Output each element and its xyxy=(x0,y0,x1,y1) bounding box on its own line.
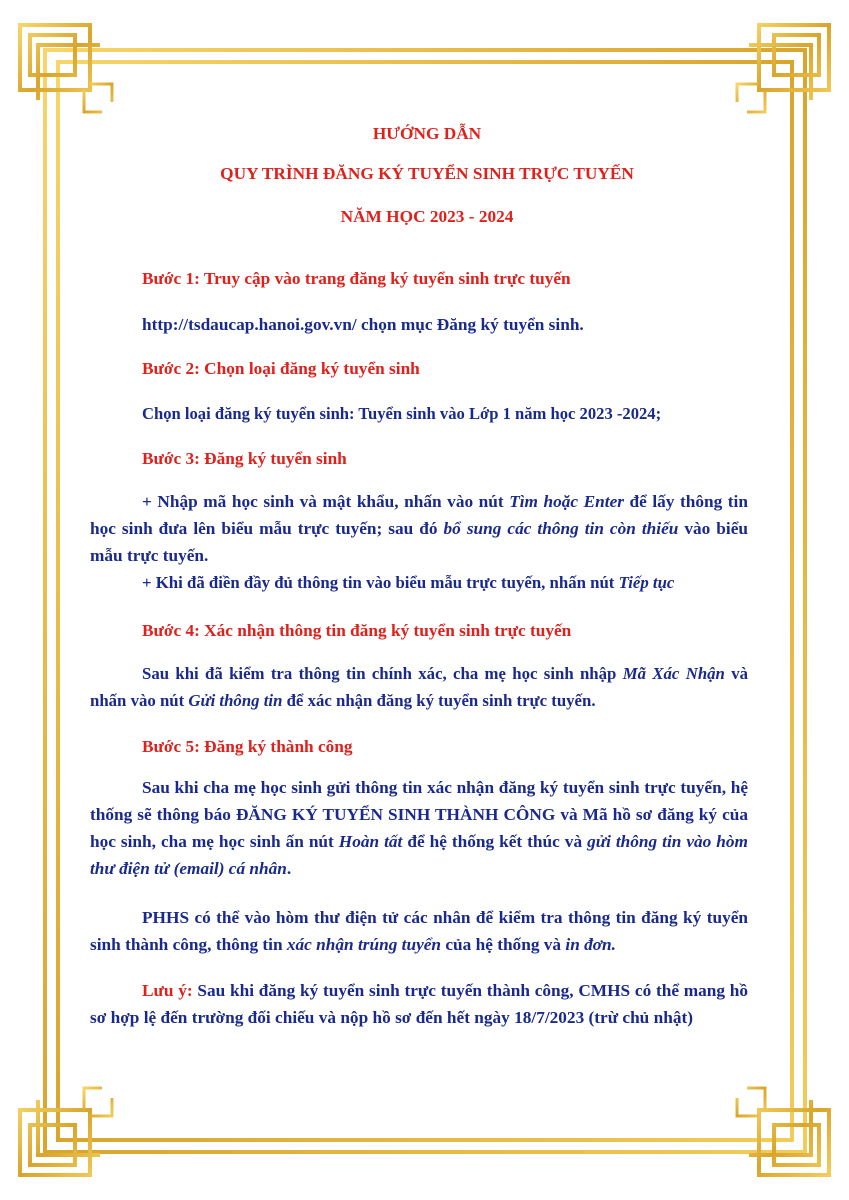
phhs-paragraph: PHHS có thể vào hòm thư điện tử các nhân để kiểm tra thông tin đăng ký tuyển sinh thành công, thông tin xác nhận trúng tuyển của hệ thống và in đơn. xyxy=(90,908,748,954)
doc-title-line2: QUY TRÌNH ĐĂNG KÝ TUYỂN SINH TRỰC TUYẾN xyxy=(220,164,634,183)
step5-heading: Bước 5: Đăng ký thành công xyxy=(142,737,353,756)
step1-text: http://tsdaucap.hanoi.gov.vn/ chọn mục Đăng ký tuyển sinh. xyxy=(142,315,584,334)
step3-paragraph1: + Nhập mã học sinh và mật khẩu, nhấn vào nút Tìm hoặc Enter để lấy thông tin học sinh đưa lên biểu mẫu trực tuyến; sau đó bổ sung các thông tin còn thiếu vào biểu mẫu trực tuyến. xyxy=(90,492,748,565)
doc-title-line1: HƯỚNG DẪN xyxy=(372,124,482,143)
note-label: Lưu ý: xyxy=(142,981,193,1000)
step4-heading: Bước 4: Xác nhận thông tin đăng ký tuyển sinh trực tuyến xyxy=(142,621,572,640)
step3-paragraph2: + Khi đã điền đầy đủ thông tin vào biểu mẫu trực tuyến, nhấn nút Tiếp tục xyxy=(142,573,675,592)
note-paragraph: Lưu ý: Sau khi đăng ký tuyển sinh trực tuyến thành công, CMHS có thể mang hồ sơ hợp lệ đến trường đối chiếu và nộp hồ sơ đến hết ngày 18/7/2023 (trừ chủ nhật) xyxy=(90,981,749,1027)
step5-paragraph: Sau khi cha mẹ học sinh gửi thông tin xác nhận đăng ký tuyển sinh trực tuyến, hệ thống sẽ thông báo ĐĂNG KÝ TUYỂN SINH THÀNH CÔNG và Mã hồ sơ đăng ký của học sinh, cha mẹ học sinh ấn nút Hoàn tất để hệ thống kết thúc và gửi thông tin vào hòm thư điện tử (email) cá nhân. xyxy=(90,778,748,878)
doc-title-line3: NĂM HỌC 2023 - 2024 xyxy=(340,207,514,226)
step2-heading: Bước 2: Chọn loại đăng ký tuyển sinh xyxy=(142,359,420,378)
step4-paragraph: Sau khi đã kiểm tra thông tin chính xác, cha mẹ học sinh nhập Mã Xác Nhận và nhấn vào nút Gửi thông tin để xác nhận đăng ký tuyển sinh trực tuyến. xyxy=(90,664,748,710)
step1-heading: Bước 1: Truy cập vào trang đăng ký tuyển sinh trực tuyến xyxy=(142,269,571,288)
step3-heading: Bước 3: Đăng ký tuyển sinh xyxy=(142,449,347,468)
step2-text: Chọn loại đăng ký tuyển sinh: Tuyển sinh vào Lớp 1 năm học 2023 -2024; xyxy=(142,404,662,423)
